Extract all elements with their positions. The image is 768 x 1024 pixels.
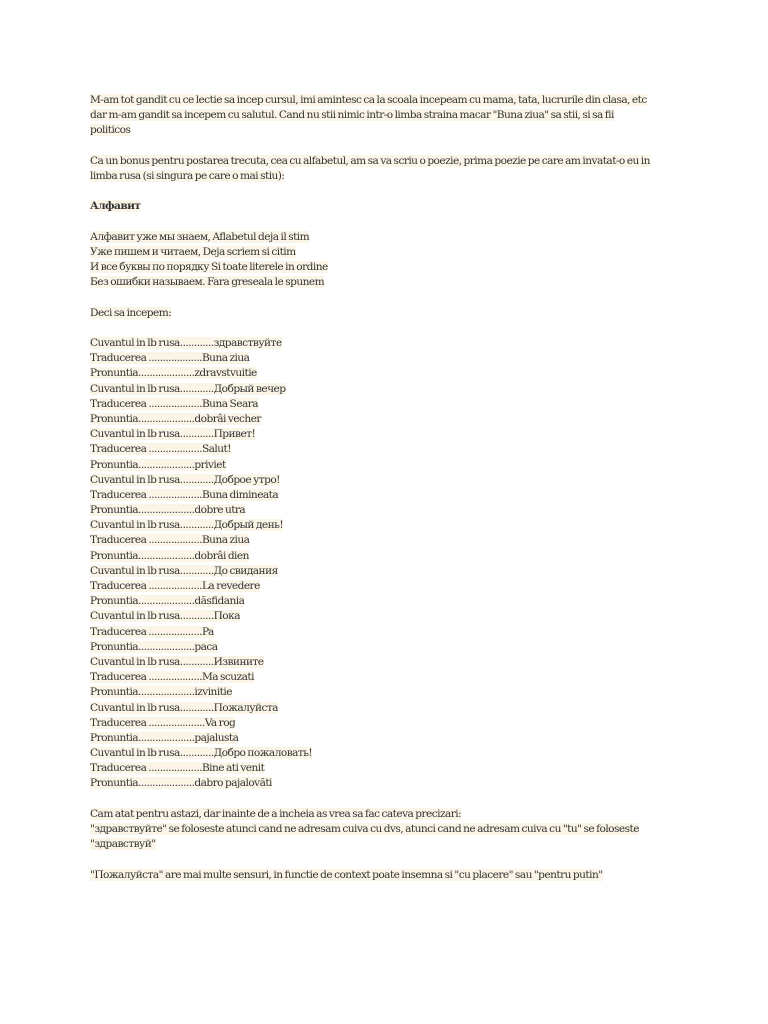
- text-line: Cam atat pentru astazi, dar inainte de a incheia as vrea sa fac cateva precizari:: [90, 807, 462, 820]
- vocab-line: Traducerea ...................Buna ziua: [90, 534, 250, 547]
- vocab-line: Traducerea ....................Va rog: [90, 716, 236, 729]
- vocab-line: Traducerea ...................Buna Seara: [90, 397, 258, 410]
- vocab-line: Cuvantul in lb rusa............Привет!: [90, 428, 256, 441]
- vocab-line: Traducerea ...................Bine ati venit: [90, 762, 265, 775]
- section-intro: Deci sa incepem:: [90, 306, 172, 319]
- poem-line: Алфавит уже мы знаем, Aflabetul deja il stim: [90, 230, 310, 243]
- text-line: M-am tot gandit cu ce lectie sa incep cursul, imi amintesc ca la scoala incepeam cu mama, tata, lucrurile din clasa, etc: [90, 94, 647, 106]
- vocab-line: Cuvantul in lb rusa............Добрый день!: [90, 519, 284, 532]
- poem: [90, 230, 690, 291]
- poem-title: Алфавит: [90, 200, 141, 213]
- note-paragraph: "Пожалуйста" are mai multe sensuri, in functie de context poate insemna si "cu placere" sau "pentru putin": [90, 868, 603, 881]
- vocab-line: Pronuntia....................paca: [90, 640, 218, 653]
- text-line: limba rusa (si singura pe care o mai stiu):: [90, 169, 285, 182]
- poem-line: Уже пишем и читаем, Deja scriem si citim: [90, 245, 296, 258]
- vocab-line: Traducerea ...................Ma scuzati: [90, 671, 254, 684]
- vocab-line: Pronuntia....................dobrâi dien: [90, 549, 249, 562]
- text-line: Ca un bonus pentru postarea trecuta, cea cu alfabetul, am sa va scriu o poezie, prima poezie pe care am invatat-o eu in: [90, 154, 650, 167]
- vocab-line: Pronuntia....................zdravstvuitie: [90, 367, 257, 380]
- closing-paragraph: [90, 807, 690, 853]
- vocab-line: Cuvantul in lb rusa............До свидания: [90, 564, 278, 577]
- vocab-line: Pronuntia....................priviet: [90, 458, 226, 471]
- vocab-line: Cuvantul in lb rusa............Пожалуйста: [90, 701, 278, 714]
- article-body: [90, 93, 690, 883]
- vocab-line: Cuvantul in lb rusa............Добрый вечер: [90, 382, 286, 395]
- intro-paragraph: [90, 93, 690, 139]
- vocab-line: Cuvantul in lb rusa............здравствуйте: [90, 337, 282, 349]
- vocab-line: Traducerea ...................Salut!: [90, 443, 231, 456]
- vocab-line: Traducerea ...................Buna dimineata: [90, 488, 279, 501]
- vocabulary-list: [90, 336, 690, 792]
- vocab-line: Cuvantul in lb rusa............Доброе утро!: [90, 473, 280, 486]
- vocab-line: Cuvantul in lb rusa............Пока: [90, 610, 240, 623]
- vocab-line: Pronuntia....................dobre utra: [90, 504, 246, 517]
- poem-line: Без ошибки называем. Fara greseala le spunem: [90, 276, 325, 289]
- text-line: politicos: [90, 124, 131, 137]
- vocab-line: Pronuntia....................dabro pajalovăti: [90, 777, 272, 790]
- vocab-line: Pronuntia....................pajalusta: [90, 731, 239, 744]
- vocab-line: Traducerea ...................Pa: [90, 625, 214, 638]
- bonus-paragraph: [90, 154, 690, 184]
- vocab-line: Traducerea ...................La revedere: [90, 580, 260, 592]
- vocab-line: Pronuntia....................izvinitie: [90, 686, 232, 699]
- poem-line: И все буквы по порядку Si toate literele in ordine: [90, 261, 328, 274]
- text-line: "здравствуй": [90, 838, 156, 851]
- vocab-line: Cuvantul in lb rusa............Добро пожаловать!: [90, 747, 313, 760]
- text-line: dar m-am gandit sa incepem cu salutul. Cand nu stii nimic intr-o limba straina macar "Buna ziua" sa stii, si sa fii: [90, 109, 614, 122]
- vocab-line: Pronuntia....................dăsfidania: [90, 595, 245, 608]
- text-line: "здравствуйте" se foloseste atunci cand ne adresam cuiva cu dvs, atunci cand ne adresam cuiva cu "tu" se foloseste: [90, 823, 639, 835]
- vocab-line: Traducerea ...................Buna ziua: [90, 352, 250, 365]
- vocab-line: Pronuntia....................dobrâi vecher: [90, 412, 261, 425]
- vocab-line: Cuvantul in lb rusa............Извините: [90, 655, 264, 668]
